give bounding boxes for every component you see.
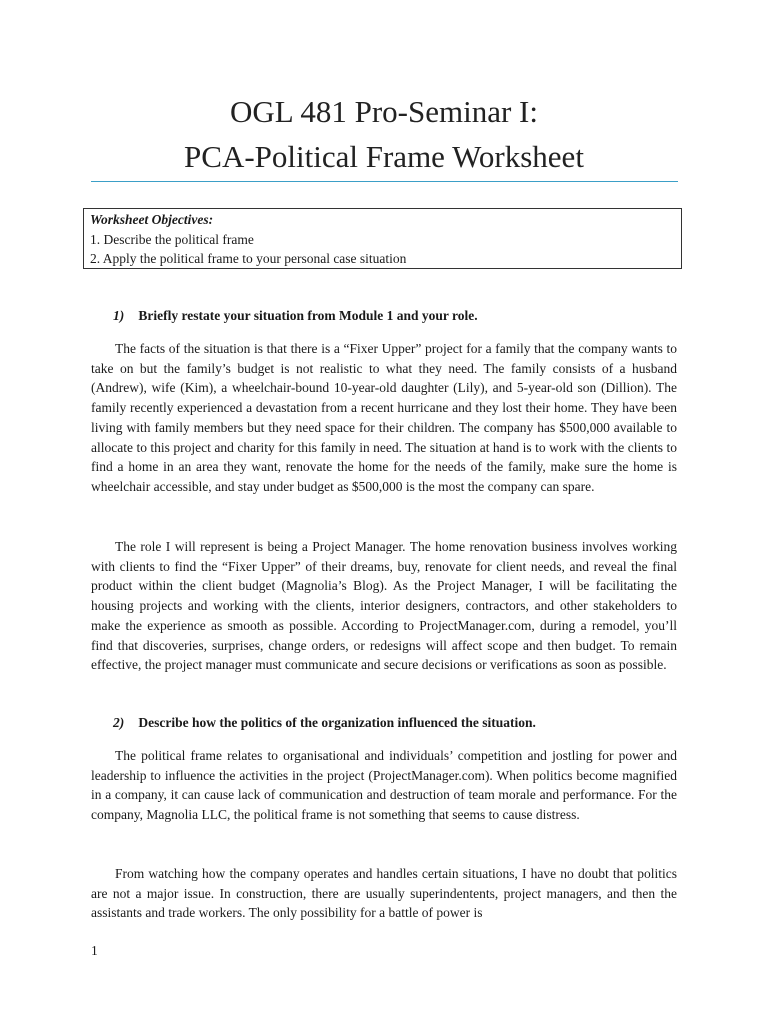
section-2-paragraph-1: The political frame relates to organisational and individuals’ competition and jostling for power and leadership to influence the activities in the project (ProjectManager.com). When politics become magnified in a company, it can cause lack of communication and destruction of team morale and performance. For the company, Magnolia LLC, the political frame is not something that seems to cause distress.: [91, 748, 677, 823]
section-1-paragraph-1: The facts of the situation is that there is a “Fixer Upper” project for a family that the company wants to take on but the family’s budget is not realistic to what they need. The family consists of a husband (Andrew), wife (Kim), a wheelchair-bound 10-year-old daughter (Lily), and 5-year-old son (Dillion). The family recently experienced a devastation from a recent hurricane and they lost their home. They have been living with family members but they need space for their children. The company has $500,000 available to allocate to this project and charity for this family in need. The situation at hand is to work with the clients to find a home in an area they want, renovate the home for the needs of the family, make sure the home is wheelchair accessible, and stay under budget as $500,000 is the most the company can spare.: [91, 341, 677, 494]
title-divider: [91, 181, 678, 182]
worksheet-objectives-box: [83, 208, 682, 269]
objective-item: 1. Describe the political frame: [90, 231, 254, 247]
objective-item: 2. Apply the political frame to your personal case situation: [90, 251, 407, 266]
section-2-number: 2): [113, 715, 125, 730]
section-1-question: [113, 307, 478, 325]
section-2-question-text: Describe how the politics of the organization influenced the situation.: [138, 715, 536, 730]
objectives-heading: Worksheet Objectives:: [90, 212, 214, 227]
section-2-paragraph-2: From watching how the company operates and handles certain situations, I have no doubt that politics are not a major issue. In construction, there are usually superindentents, project managers, and then the assistants and trade workers. The only possibility for a battle of power is: [91, 866, 677, 921]
section-2-question: [113, 714, 536, 732]
section-1-number: 1): [113, 308, 125, 323]
title-line-1: OGL 481 Pro-Seminar I:: [230, 94, 538, 129]
section-1-paragraph-2: The role I will represent is being a Project Manager. The home renovation business involves working with clients to find the “Fixer Upper” of their dreams, buy, renovate for client needs, and reveal the final product within the client budget (Magnolia’s Blog). As the Project Manager, I will be facilitating the housing projects and working with the clients, interior designers, contractors, and other stakeholders to make the experience as smooth as possible. According to ProjectManager.com, during a remodel, you’ll find that discoveries, surprises, change orders, or redesigns will affect scope and then budget. To remain effective, the project manager must communicate and secure decisions or verifications as soon as possible.: [91, 539, 677, 673]
title-line-2: PCA-Political Frame Worksheet: [184, 139, 584, 174]
page-number: 1: [91, 943, 98, 958]
section-1-question-text: Briefly restate your situation from Module 1 and your role.: [138, 308, 478, 323]
